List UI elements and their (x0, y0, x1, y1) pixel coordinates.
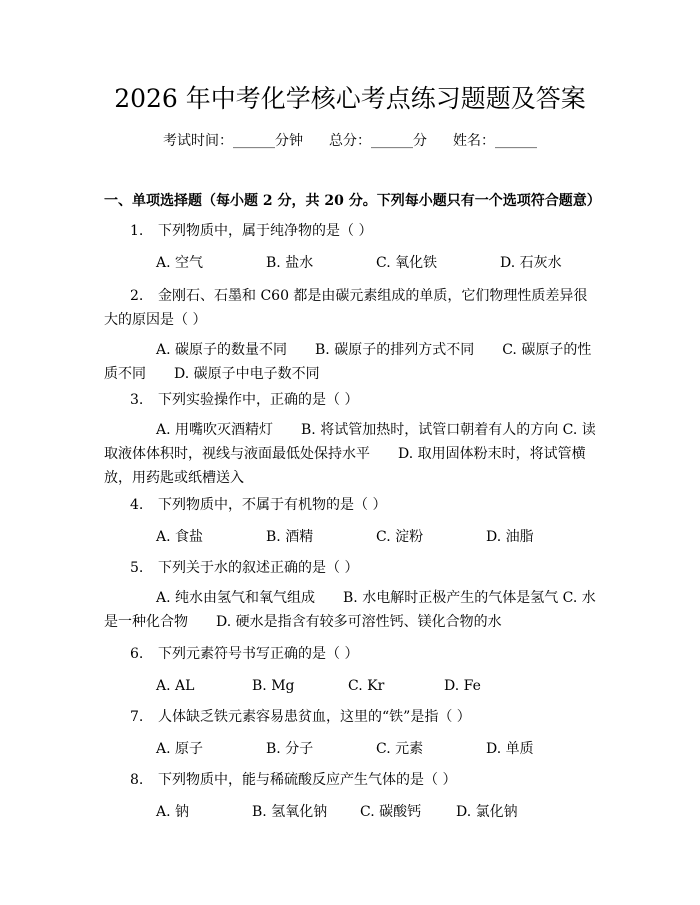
exam-time-field: 考试时间：______分钟 (163, 133, 303, 149)
option-a: A. 空气 (156, 255, 204, 271)
option-d: D. 硬水是指含有较多可溶性钙、镁化合物的水 (216, 614, 502, 630)
question-number: 8. (130, 772, 144, 788)
question-number: 6. (130, 646, 144, 662)
total-score-field: 总分：______分 (329, 133, 427, 149)
question-8 (104, 768, 600, 824)
option-d: D. 碳原子中电子数不同 (174, 366, 320, 382)
option-d: D. 石灰水 (500, 255, 562, 271)
question-4 (104, 493, 600, 549)
question-text: 下列物质中，属于纯净物的是（ ） (158, 223, 373, 239)
question-text: 下列物质中，不属于有机物的是（ ） (158, 497, 387, 513)
option-b: B. 氢氧化钠 (252, 804, 328, 820)
question-number: 2. (130, 288, 144, 304)
option-b: B. 酒精 (266, 529, 314, 545)
question-number: 1. (130, 223, 144, 239)
option-a: A. 碳原子的数量不同 (156, 342, 288, 358)
option-c: C. 氧化铁 (376, 255, 438, 271)
section-heading: 一、单项选择题（每小题 2 分，共 20 分。下列每小题只有一个选项符合题意） (104, 193, 601, 209)
option-c: C. 读取液体体积时，视线与液面最低处保持水平 (104, 422, 596, 462)
option-d: D. Fe (444, 678, 481, 694)
option-c: C. 碳原子的性质不同 (104, 342, 592, 382)
option-a: A. AL (156, 678, 195, 694)
question-number: 4. (130, 497, 144, 513)
option-d: D. 取用固体粉末时，将试管横放，用药匙或纸槽送入 (104, 446, 586, 486)
option-b: B. Mg (252, 678, 295, 694)
question-1 (104, 219, 600, 275)
question-text: 金刚石、石墨和 C60 都是由碳元素组成的单质，它们物理性质差异很大的原因是（ ） (104, 288, 588, 328)
option-c: C. Kr (348, 678, 385, 694)
option-d: D. 氯化钠 (456, 804, 518, 820)
option-b: B. 水电解时正极产生的气体是氢气 (343, 590, 559, 606)
question-text: 下列物质中，能与稀硫酸反应产生气体的是（ ） (158, 772, 457, 788)
question-2 (104, 284, 600, 386)
question-number: 7. (130, 709, 144, 725)
question-3 (104, 388, 600, 490)
option-b: B. 将试管加热时，试管口朝着有人的方向 (301, 422, 559, 438)
question-6 (104, 642, 600, 698)
option-c: C. 水是一种化合物 (104, 590, 596, 630)
option-c: C. 元素 (376, 741, 424, 757)
option-a: A. 纯水由氢气和氧气组成 (156, 590, 316, 606)
option-a: A. 食盐 (156, 529, 204, 545)
question-text: 下列关于水的叙述正确的是（ ） (158, 560, 359, 576)
question-text: 下列实验操作中，正确的是（ ） (158, 392, 359, 408)
option-a: A. 用嘴吹灭酒精灯 (156, 422, 274, 438)
question-text: 人体缺乏铁元素容易患贫血，这里的“铁”是指（ ） (158, 709, 471, 725)
option-c: C. 淀粉 (376, 529, 424, 545)
option-d: D. 单质 (486, 741, 534, 757)
student-name-field: 姓名：______ (453, 133, 537, 149)
option-b: B. 碳原子的排列方式不同 (315, 342, 475, 358)
question-7 (104, 705, 600, 761)
question-number: 5. (130, 560, 144, 576)
option-b: B. 盐水 (266, 255, 314, 271)
option-b: B. 分子 (266, 741, 314, 757)
option-d: D. 油脂 (486, 529, 534, 545)
question-number: 3. (130, 392, 144, 408)
page-title: 2026 年中考化学核心考点练习题题及答案 (114, 84, 586, 113)
option-a: A. 钠 (156, 804, 190, 820)
exam-meta (0, 130, 700, 152)
option-a: A. 原子 (156, 741, 204, 757)
question-text: 下列元素符号书写正确的是（ ） (158, 646, 359, 662)
option-c: C. 碳酸钙 (360, 804, 422, 820)
question-5 (104, 556, 600, 634)
